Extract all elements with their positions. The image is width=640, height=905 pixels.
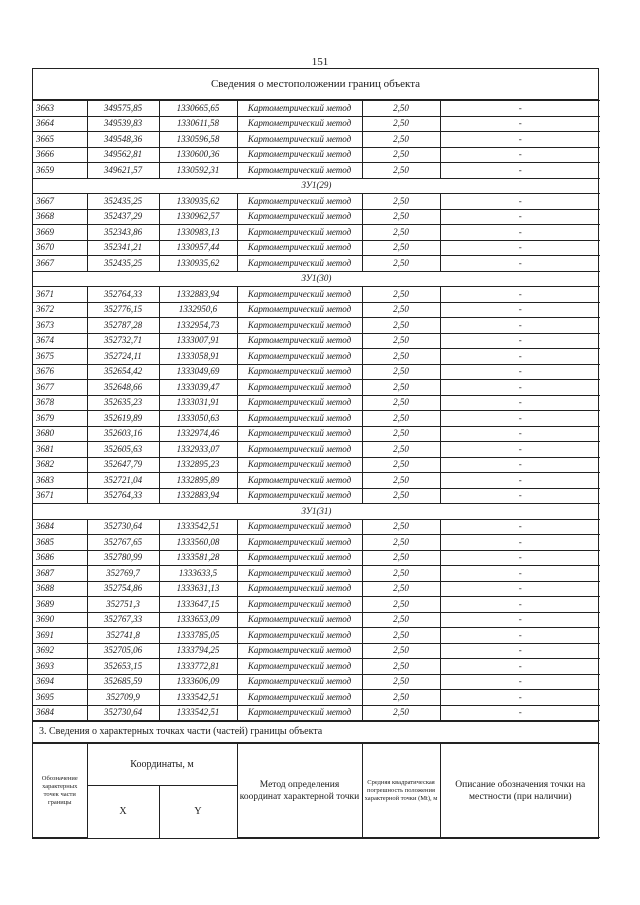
y-coordinate: 1332974,46	[159, 426, 237, 442]
method: Картометрический метод	[237, 488, 362, 504]
x-header: X	[87, 786, 159, 838]
accuracy: 2,50	[362, 194, 440, 210]
method: Картометрический метод	[237, 550, 362, 566]
accuracy: 2,50	[362, 240, 440, 256]
y-coordinate: 1332895,89	[159, 473, 237, 489]
point-id: 3677	[33, 380, 87, 396]
coordinates-header: Координаты, м	[87, 744, 237, 786]
y-coordinate: 1333785,05	[159, 628, 237, 644]
y-coordinate: 1330983,13	[159, 225, 237, 241]
y-coordinate: 1333794,25	[159, 643, 237, 659]
y-coordinate: 1332954,73	[159, 318, 237, 334]
description: -	[440, 659, 600, 675]
method: Картометрический метод	[237, 473, 362, 489]
group-title: ЗУ1(31)	[33, 504, 600, 520]
accuracy: 2,50	[362, 566, 440, 582]
method: Картометрический метод	[237, 566, 362, 582]
accuracy: 2,50	[362, 612, 440, 628]
description: -	[440, 302, 600, 318]
accuracy: 2,50	[362, 163, 440, 179]
accuracy: 2,50	[362, 488, 440, 504]
point-id: 3666	[33, 147, 87, 163]
y-coordinate: 1330665,65	[159, 101, 237, 117]
description: -	[440, 442, 600, 458]
method: Картометрический метод	[237, 612, 362, 628]
y-coordinate: 1333647,15	[159, 597, 237, 613]
method: Картометрический метод	[237, 380, 362, 396]
description: -	[440, 550, 600, 566]
y-coordinate: 1333031,91	[159, 395, 237, 411]
method: Картометрический метод	[237, 457, 362, 473]
table-row	[33, 411, 600, 427]
table-row	[33, 116, 600, 132]
x-coordinate: 352767,65	[87, 535, 159, 551]
point-id: 3683	[33, 473, 87, 489]
point-id: 3692	[33, 643, 87, 659]
accuracy: 2,50	[362, 256, 440, 272]
table-row	[33, 364, 600, 380]
point-id: 3690	[33, 612, 87, 628]
method: Картометрический метод	[237, 628, 362, 644]
y-coordinate: 1332883,94	[159, 287, 237, 303]
description: -	[440, 364, 600, 380]
point-id: 3686	[33, 550, 87, 566]
page-number: 151	[311, 56, 329, 68]
point-id: 3687	[33, 566, 87, 582]
x-coordinate: 352764,33	[87, 287, 159, 303]
accuracy: 2,50	[362, 349, 440, 365]
x-coordinate: 352343,86	[87, 225, 159, 241]
table-row	[33, 194, 600, 210]
accuracy: 2,50	[362, 225, 440, 241]
y-coordinate: 1332950,6	[159, 302, 237, 318]
table-row	[33, 132, 600, 148]
table-row	[33, 302, 600, 318]
accuracy: 2,50	[362, 705, 440, 721]
group-title-row	[33, 504, 600, 520]
point-id: 3674	[33, 333, 87, 349]
accuracy: 2,50	[362, 411, 440, 427]
point-id: 3680	[33, 426, 87, 442]
point-id: 3669	[33, 225, 87, 241]
table-row	[33, 488, 600, 504]
x-coordinate: 349539,83	[87, 116, 159, 132]
method: Картометрический метод	[237, 535, 362, 551]
method: Картометрический метод	[237, 659, 362, 675]
x-coordinate: 349575,85	[87, 101, 159, 117]
x-coordinate: 352754,86	[87, 581, 159, 597]
y-coordinate: 1333049,69	[159, 364, 237, 380]
accuracy: 2,50	[362, 628, 440, 644]
description: -	[440, 519, 600, 535]
y-header: Y	[159, 786, 237, 838]
description: -	[440, 690, 600, 706]
y-coordinate: 1330962,57	[159, 209, 237, 225]
accuracy: 2,50	[362, 581, 440, 597]
accuracy: 2,50	[362, 643, 440, 659]
method: Картометрический метод	[237, 302, 362, 318]
table-row	[33, 612, 600, 628]
section-3-header-table	[33, 743, 600, 838]
y-coordinate: 1332883,94	[159, 488, 237, 504]
y-coordinate: 1333560,08	[159, 535, 237, 551]
description: -	[440, 287, 600, 303]
y-coordinate: 1333633,5	[159, 566, 237, 582]
table-row	[33, 147, 600, 163]
method: Картометрический метод	[237, 705, 362, 721]
y-coordinate: 1333772,81	[159, 659, 237, 675]
points-table	[33, 100, 600, 721]
x-coordinate: 352705,06	[87, 643, 159, 659]
table-row	[33, 643, 600, 659]
x-coordinate: 352605,63	[87, 442, 159, 458]
table-row	[33, 163, 600, 179]
x-coordinate: 352721,04	[87, 473, 159, 489]
accuracy: 2,50	[362, 147, 440, 163]
point-id: 3693	[33, 659, 87, 675]
table-row	[33, 457, 600, 473]
accuracy: 2,50	[362, 690, 440, 706]
method: Картометрический метод	[237, 318, 362, 334]
accuracy: 2,50	[362, 597, 440, 613]
description: -	[440, 612, 600, 628]
table-row	[33, 349, 600, 365]
method: Картометрический метод	[237, 287, 362, 303]
accuracy: 2,50	[362, 132, 440, 148]
method: Картометрический метод	[237, 256, 362, 272]
description: -	[440, 581, 600, 597]
method: Картометрический метод	[237, 333, 362, 349]
method: Картометрический метод	[237, 194, 362, 210]
method: Картометрический метод	[237, 349, 362, 365]
method: Картометрический метод	[237, 581, 362, 597]
point-id: 3673	[33, 318, 87, 334]
x-coordinate: 352769,7	[87, 566, 159, 582]
description: -	[440, 163, 600, 179]
method: Картометрический метод	[237, 225, 362, 241]
description: -	[440, 349, 600, 365]
x-coordinate: 352341,21	[87, 240, 159, 256]
group-title: ЗУ1(29)	[33, 178, 600, 194]
accuracy: 2,50	[362, 364, 440, 380]
x-coordinate: 352764,33	[87, 488, 159, 504]
y-coordinate: 1332895,23	[159, 457, 237, 473]
point-id: 3695	[33, 690, 87, 706]
accuracy: 2,50	[362, 659, 440, 675]
x-coordinate: 352635,23	[87, 395, 159, 411]
y-coordinate: 1330935,62	[159, 194, 237, 210]
table-row	[33, 535, 600, 551]
point-designation-header: Обозначение характерных точек части границы	[33, 744, 87, 838]
table-row	[33, 566, 600, 582]
point-id: 3659	[33, 163, 87, 179]
y-coordinate: 1333542,51	[159, 705, 237, 721]
x-coordinate: 352787,28	[87, 318, 159, 334]
x-coordinate: 352751,3	[87, 597, 159, 613]
x-coordinate: 352685,59	[87, 674, 159, 690]
accuracy: 2,50	[362, 535, 440, 551]
description: -	[440, 256, 600, 272]
table-row	[33, 550, 600, 566]
point-id: 3671	[33, 488, 87, 504]
method: Картометрический метод	[237, 163, 362, 179]
point-id: 3685	[33, 535, 87, 551]
x-coordinate: 352732,71	[87, 333, 159, 349]
accuracy: 2,50	[362, 116, 440, 132]
x-coordinate: 352435,25	[87, 256, 159, 272]
accuracy: 2,50	[362, 442, 440, 458]
point-id: 3691	[33, 628, 87, 644]
group-title-row	[33, 178, 600, 194]
point-id: 3671	[33, 287, 87, 303]
accuracy-header: Средняя квадратическая погрешность положения характерной точки (Mt), м	[362, 744, 440, 838]
y-coordinate: 1333542,51	[159, 690, 237, 706]
x-coordinate: 352724,11	[87, 349, 159, 365]
x-coordinate: 352648,66	[87, 380, 159, 396]
description: -	[440, 411, 600, 427]
x-coordinate: 352603,16	[87, 426, 159, 442]
y-coordinate: 1333058,91	[159, 349, 237, 365]
point-id: 3672	[33, 302, 87, 318]
y-coordinate: 1333581,28	[159, 550, 237, 566]
accuracy: 2,50	[362, 318, 440, 334]
description: -	[440, 194, 600, 210]
point-id: 3670	[33, 240, 87, 256]
table-row	[33, 690, 600, 706]
y-coordinate: 1330957,44	[159, 240, 237, 256]
point-id: 3679	[33, 411, 87, 427]
y-coordinate: 1330596,58	[159, 132, 237, 148]
x-coordinate: 352619,89	[87, 411, 159, 427]
method: Картометрический метод	[237, 147, 362, 163]
description: -	[440, 457, 600, 473]
point-id: 3676	[33, 364, 87, 380]
description: -	[440, 395, 600, 411]
description-header: Описание обозначения точки на местности (при наличии)	[440, 744, 600, 838]
y-coordinate: 1333653,09	[159, 612, 237, 628]
accuracy: 2,50	[362, 457, 440, 473]
description: -	[440, 566, 600, 582]
accuracy: 2,50	[362, 333, 440, 349]
method-header: Метод определения координат характерной точки	[237, 744, 362, 838]
table-row	[33, 705, 600, 721]
x-coordinate: 352767,33	[87, 612, 159, 628]
table-row	[33, 256, 600, 272]
x-coordinate: 352730,64	[87, 705, 159, 721]
y-coordinate: 1332933,07	[159, 442, 237, 458]
accuracy: 2,50	[362, 426, 440, 442]
accuracy: 2,50	[362, 101, 440, 117]
group-title: ЗУ1(30)	[33, 271, 600, 287]
method: Картометрический метод	[237, 426, 362, 442]
table-row	[33, 628, 600, 644]
y-coordinate: 1330611,58	[159, 116, 237, 132]
point-id: 3678	[33, 395, 87, 411]
x-coordinate: 352437,29	[87, 209, 159, 225]
table-row	[33, 674, 600, 690]
y-coordinate: 1333542,51	[159, 519, 237, 535]
point-id: 3667	[33, 256, 87, 272]
accuracy: 2,50	[362, 395, 440, 411]
method: Картометрический метод	[237, 690, 362, 706]
method: Картометрический метод	[237, 101, 362, 117]
method: Картометрический метод	[237, 364, 362, 380]
point-id: 3684	[33, 519, 87, 535]
method: Картометрический метод	[237, 395, 362, 411]
x-coordinate: 352647,79	[87, 457, 159, 473]
x-coordinate: 352709,9	[87, 690, 159, 706]
point-id: 3665	[33, 132, 87, 148]
method: Картометрический метод	[237, 519, 362, 535]
table-row	[33, 519, 600, 535]
accuracy: 2,50	[362, 519, 440, 535]
section-3-title: 3. Сведения о характерных точках части (частей) границы объекта	[33, 721, 598, 743]
y-coordinate: 1333050,63	[159, 411, 237, 427]
table-row	[33, 209, 600, 225]
x-coordinate: 349621,57	[87, 163, 159, 179]
accuracy: 2,50	[362, 674, 440, 690]
x-coordinate: 352780,99	[87, 550, 159, 566]
point-id: 3684	[33, 705, 87, 721]
description: -	[440, 101, 600, 117]
description: -	[440, 147, 600, 163]
point-id: 3675	[33, 349, 87, 365]
group-title-row	[33, 271, 600, 287]
method: Картометрический метод	[237, 116, 362, 132]
x-coordinate: 352741,8	[87, 628, 159, 644]
description: -	[440, 426, 600, 442]
x-coordinate: 352776,15	[87, 302, 159, 318]
point-id: 3668	[33, 209, 87, 225]
y-coordinate: 1333631,13	[159, 581, 237, 597]
method: Картометрический метод	[237, 643, 362, 659]
description: -	[440, 132, 600, 148]
description: -	[440, 488, 600, 504]
description: -	[440, 643, 600, 659]
description: -	[440, 628, 600, 644]
x-coordinate: 352653,15	[87, 659, 159, 675]
method: Картометрический метод	[237, 442, 362, 458]
x-coordinate: 352730,64	[87, 519, 159, 535]
description: -	[440, 380, 600, 396]
table-row	[33, 380, 600, 396]
table-row	[33, 395, 600, 411]
description: -	[440, 674, 600, 690]
table-row	[33, 581, 600, 597]
description: -	[440, 209, 600, 225]
accuracy: 2,50	[362, 209, 440, 225]
method: Картометрический метод	[237, 674, 362, 690]
point-id: 3664	[33, 116, 87, 132]
y-coordinate: 1330592,31	[159, 163, 237, 179]
description: -	[440, 318, 600, 334]
table-row	[33, 240, 600, 256]
description: -	[440, 333, 600, 349]
description: -	[440, 597, 600, 613]
coordinates-sheet	[32, 68, 599, 839]
x-coordinate: 349548,36	[87, 132, 159, 148]
description: -	[440, 240, 600, 256]
description: -	[440, 535, 600, 551]
x-coordinate: 352435,25	[87, 194, 159, 210]
x-coordinate: 349562,81	[87, 147, 159, 163]
y-coordinate: 1333007,91	[159, 333, 237, 349]
table-row	[33, 659, 600, 675]
point-id: 3681	[33, 442, 87, 458]
method: Картометрический метод	[237, 209, 362, 225]
point-id: 3689	[33, 597, 87, 613]
table-row	[33, 287, 600, 303]
point-id: 3694	[33, 674, 87, 690]
y-coordinate: 1330935,62	[159, 256, 237, 272]
accuracy: 2,50	[362, 550, 440, 566]
description: -	[440, 473, 600, 489]
accuracy: 2,50	[362, 287, 440, 303]
description: -	[440, 116, 600, 132]
table-row	[33, 318, 600, 334]
accuracy: 2,50	[362, 380, 440, 396]
point-id: 3688	[33, 581, 87, 597]
y-coordinate: 1330600,36	[159, 147, 237, 163]
method: Картометрический метод	[237, 240, 362, 256]
description: -	[440, 705, 600, 721]
table-row	[33, 333, 600, 349]
table-row	[33, 101, 600, 117]
table-row	[33, 597, 600, 613]
method: Картометрический метод	[237, 411, 362, 427]
accuracy: 2,50	[362, 302, 440, 318]
point-id: 3682	[33, 457, 87, 473]
description: -	[440, 225, 600, 241]
x-coordinate: 352654,42	[87, 364, 159, 380]
y-coordinate: 1333606,09	[159, 674, 237, 690]
method: Картометрический метод	[237, 132, 362, 148]
table-row	[33, 426, 600, 442]
section-header: Сведения о местоположении границ объекта	[33, 69, 598, 100]
point-id: 3663	[33, 101, 87, 117]
table-row	[33, 225, 600, 241]
table-row	[33, 442, 600, 458]
point-id: 3667	[33, 194, 87, 210]
method: Картометрический метод	[237, 597, 362, 613]
accuracy: 2,50	[362, 473, 440, 489]
table-row	[33, 473, 600, 489]
y-coordinate: 1333039,47	[159, 380, 237, 396]
